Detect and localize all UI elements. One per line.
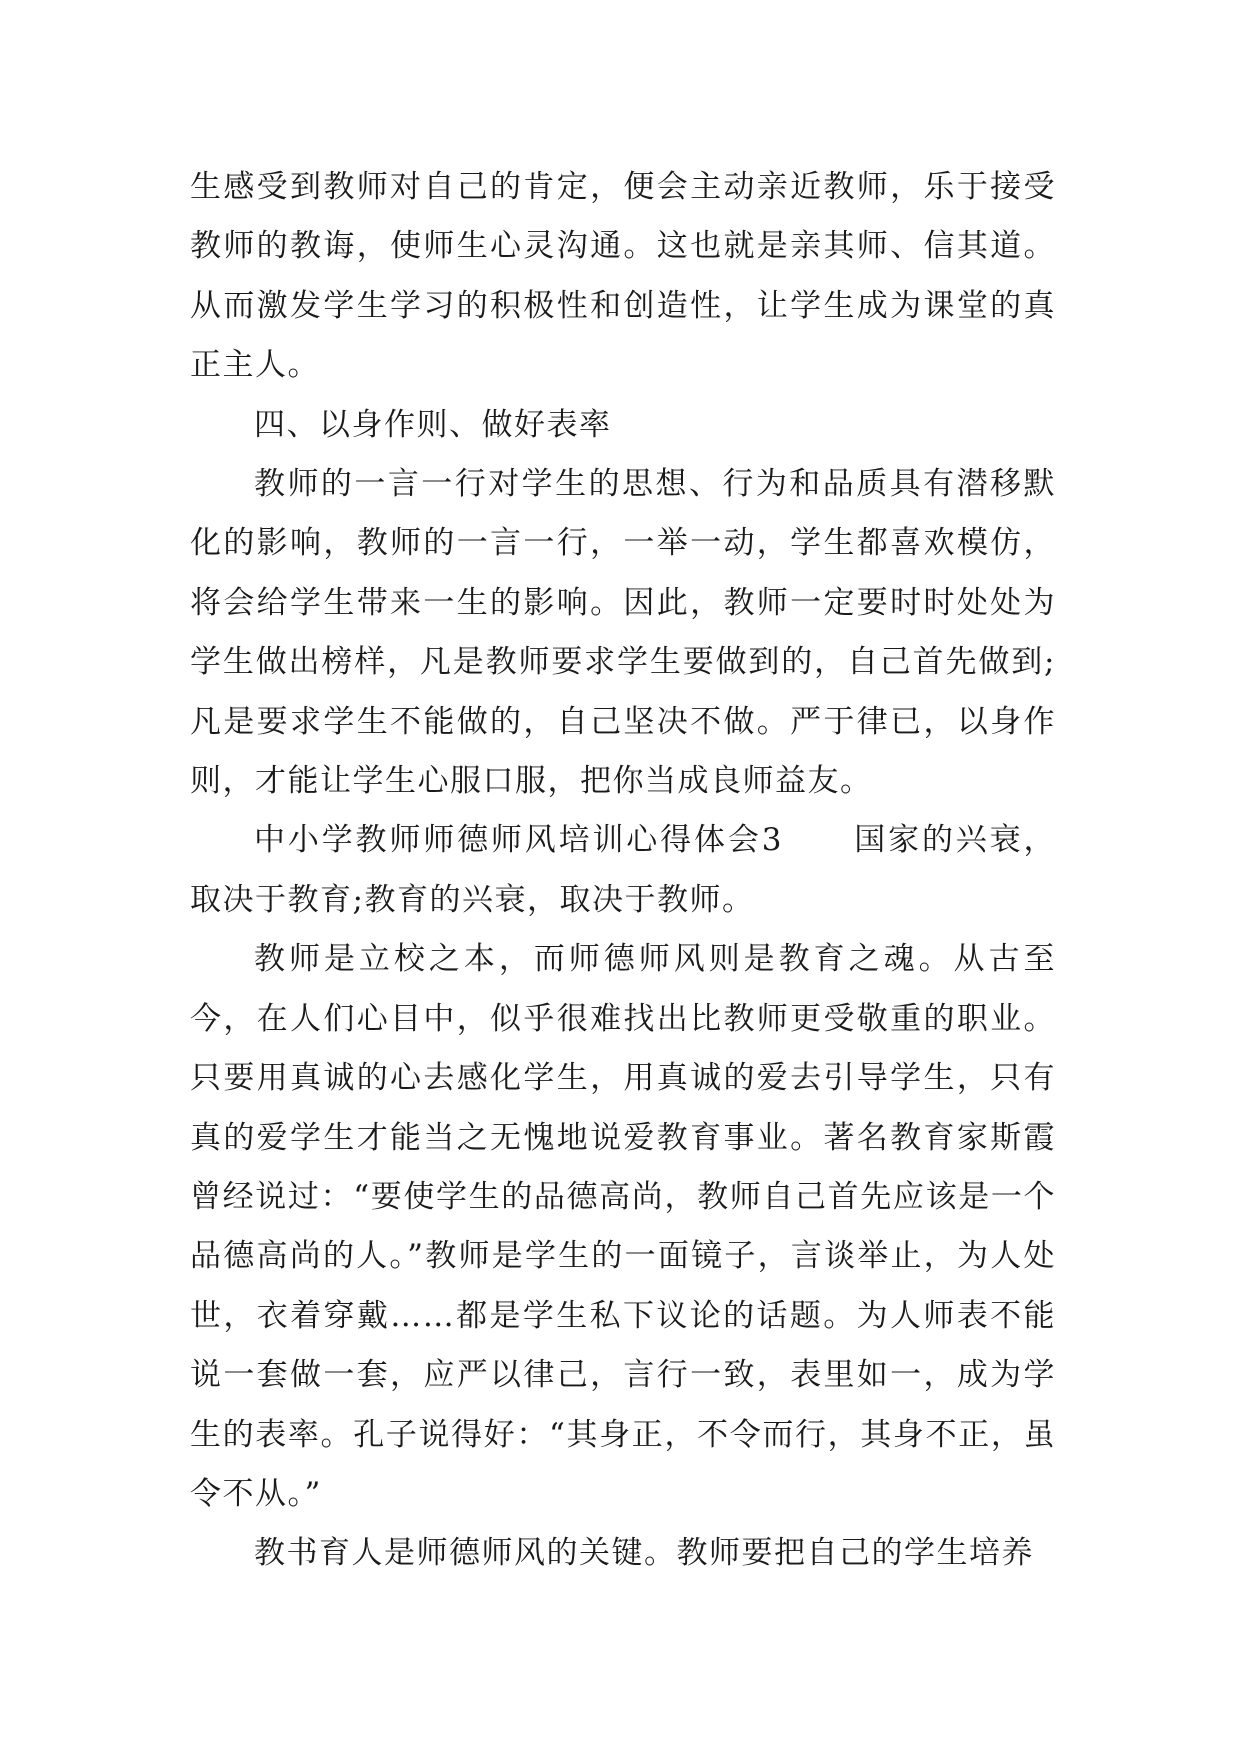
paragraph-teaching-key: 教书育人是师德师风的关键。教师要把自己的学生培养	[254, 1535, 1034, 1572]
article-intro-text: 国家的兴衰，取决于教育;教育的兴衰，取决于教师。	[190, 822, 1056, 918]
paragraph-continuation: 生感受到教师对自己的肯定，便会主动亲近教师，乐于接受教师的教诲，使师生心灵沟通。这也就是亲其师、信其道。从而激发学生学习的积极性和创造性，让学生成为课堂的真正主人。	[190, 169, 1056, 384]
document-page	[190, 158, 1056, 1584]
section-heading: 四、以身作则、做好表率	[254, 406, 612, 443]
paragraph-teacher-ethics: 教师是立校之本，而师德师风则是教育之魂。从古至今，在人们心目中，似乎很难找出比教师更受敬重的职业。只要用真诚的心去感化学生，用真诚的爱去引导学生，只有真的爱学生才能当之无愧地说爱教育事业。著名教育家斯霞曾经说过：“要使学生的品德高尚，教师自己首先应该是一个品德高尚的人。”教师是学生的一面镜子，言谈举止，为人处世，衣着穿戴……都是学生私下议论的话题。为人师表不能说一套做一套，应严以律己，言行一致，表里如一，成为学生的表率。孔子说得好：“其身正，不令而行，其身不正，虽令不从。”	[190, 941, 1056, 1512]
article-title: 中小学教师师德师风培训心得体会3	[254, 822, 783, 859]
paragraph-role-model: 教师的一言一行对学生的思想、行为和品质具有潜移默化的影响，教师的一言一行，一举一动，学生都喜欢模仿，将会给学生带来一生的影响。因此，教师一定要时时处处为学生做出榜样，凡是教师要求学生要做到的，自己首先做到;凡是要求学生不能做的，自己坚决不做。严于律已，以身作则，才能让学生心服口服，把你当成良师益友。	[190, 466, 1056, 800]
paragraph-article-intro	[190, 811, 1056, 930]
